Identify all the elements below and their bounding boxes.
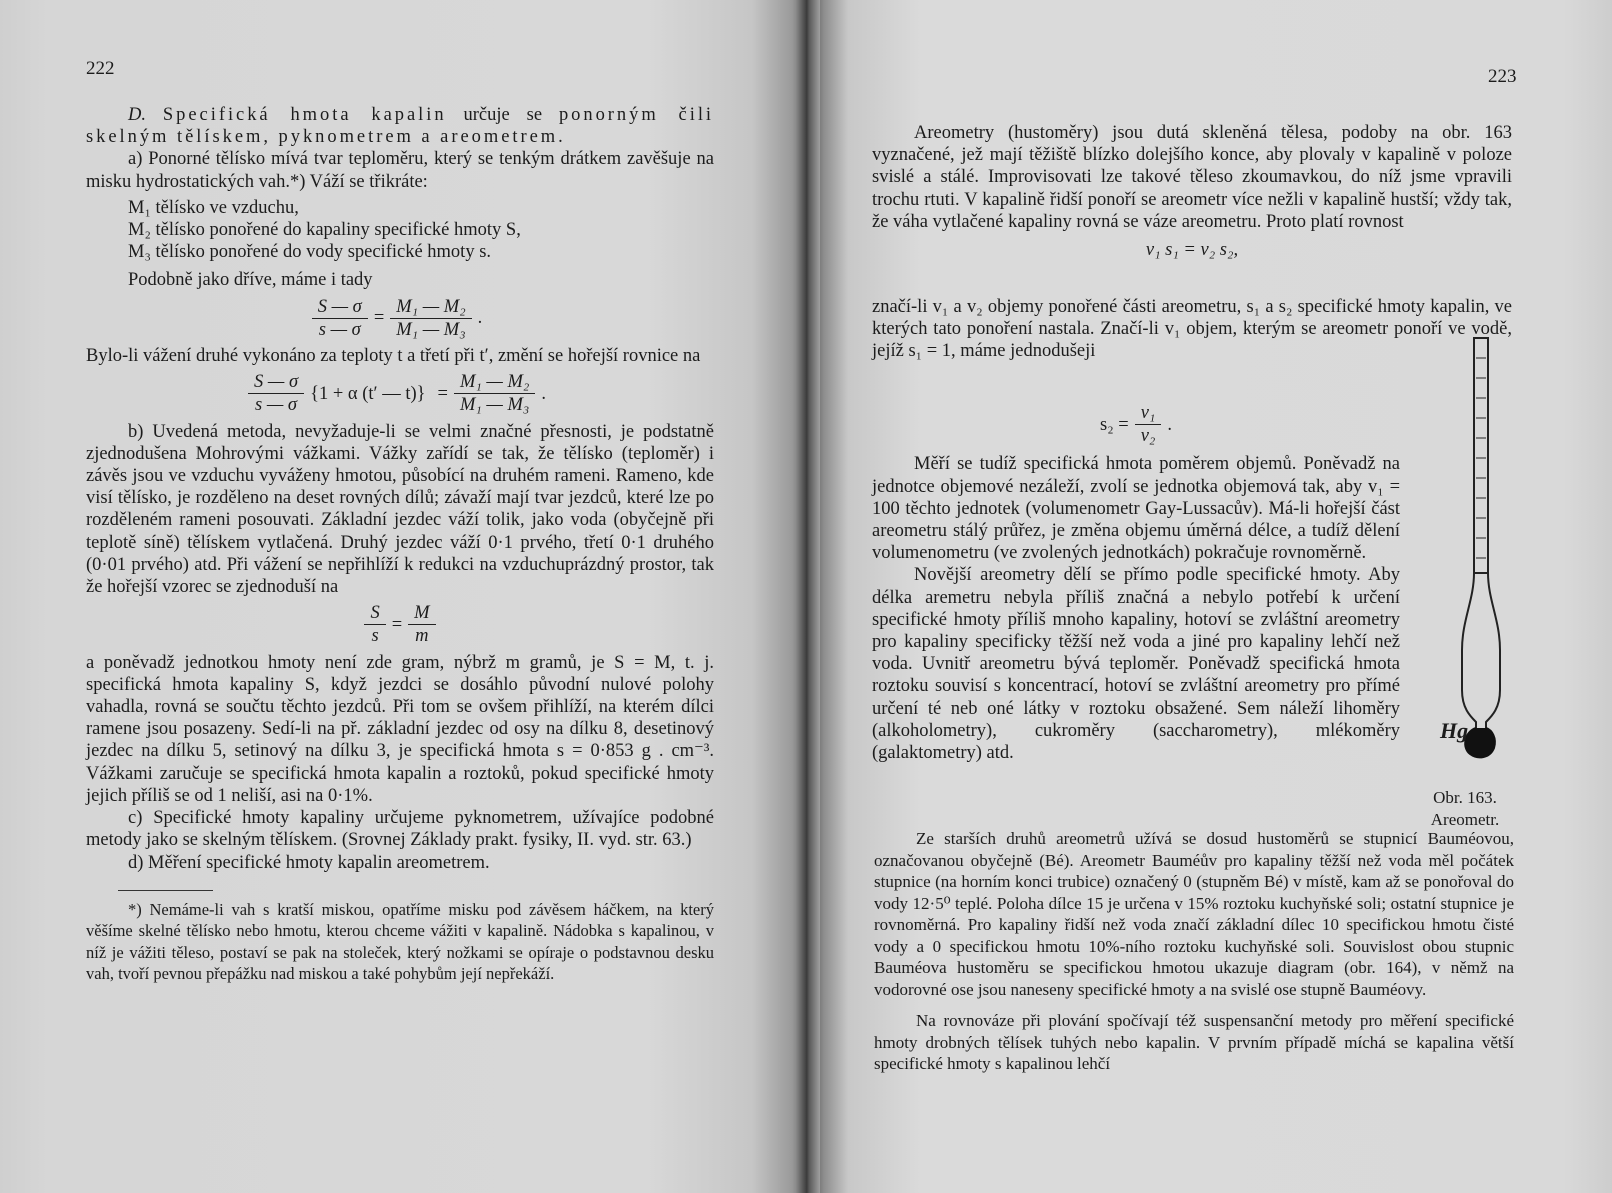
paragraph-c: c) Specifické hmoty kapaliny určujeme pyknometrem, užívajíce podobné metody jako se skelným tělískem. (Srovnej Základy prakt. fysiky, II. vyd. str. 63.) <box>86 808 714 851</box>
right-text-column-top <box>872 122 1512 267</box>
list-item: M₂ tělísko ponořené do kapaliny specifické hmoty S, <box>128 220 521 241</box>
formula-denominator: M₁ — M₃ <box>396 319 466 340</box>
book-gutter <box>796 0 820 1193</box>
para-d-spaced: Specifická hmota kapalin <box>162 105 447 125</box>
formula-numerator: M <box>408 602 435 625</box>
formula-denominator: s — σ <box>255 395 298 416</box>
paragraph-a: a) Ponorné tělísko mívá tvar teploměru, který se tenkým drátkem zavěšuje na misku hydrostatických vah.*) Váží se třikráte: <box>86 149 714 192</box>
figure-caption-title: Areometr. <box>1430 810 1500 829</box>
para-d-rest: určuje se <box>463 105 543 125</box>
page-number-right: 223 <box>1488 66 1517 87</box>
list-item: M₁ tělísko ve vzduchu, <box>128 197 299 218</box>
formula-numerator: M₁ — M₂ <box>390 296 471 319</box>
paragraph-areometry: Areometry (hustoměry) jsou dutá skleněná tělesa, podoby na obr. 163 vyznačené, jež mají těžiště blízko dolejšího konce, aby plovaly v kapalině v poloze svislé a stálé. Improvisovati lze takové těleso zkoumavkou, do níž jsme vpravili trochu rtuti. V kapalině řidší ponoří se areometr více nežli v kapalině hustší; vždy tak, že váha vytlačené kapaliny rovná se váze areometru. Proto platí rovnost <box>872 123 1512 232</box>
para-d-prefix: D. <box>128 105 146 125</box>
formula-middle: {1 + α (t′ — t)} <box>310 383 426 404</box>
formula-numerator: S — σ <box>248 371 304 394</box>
footnote-rule <box>118 890 213 891</box>
figure-caption-number: Obr. 163. <box>1433 788 1497 807</box>
formula-numerator: v₁ <box>1135 402 1162 425</box>
paragraph-podobne: Podobně jako dříve, máme i tady <box>128 270 373 291</box>
formula-denominator: s <box>371 626 379 647</box>
right-text-column-bottom <box>874 828 1514 1075</box>
formula-denominator: M₁ — M₃ <box>459 395 530 416</box>
paragraph-b: b) Uvedená metoda, nevyžaduje-li se velmi značné přesnosti, je podstatně zjednodušena Mohrovými vážkami. Vážky zařídí se tak, že tělísko (teploměr) i závěs jsou ve vzduchu vyváženy hmotou, působící na druhém rameni. Rameno, kde visí tělísko, je rozděleno na deset rovných dílů; závaží mají tvar jezdců, které lze po rozděleném rameni posouvati. Základní jezdec váží tolik, jako voda (obyčejně při teplotě síně) tělískem vytlačená. Druhý jezdec váží 0·1 prvého, třetí 0·1 druhého (0·01 prvého) atd. Při vážení se nepřihlíží k redukci na vzduchuprázdný prostor, tak že hořejší vzorec se zjednoduší na <box>86 421 714 598</box>
formula-numerator: S — σ <box>312 296 368 319</box>
formula-s2: s₂ = $\frac{\text{v₁}}{\text{v₂}}$ . <box>1100 403 1172 447</box>
paragraph-meri: Měří se tudíž specifická hmota poměrem objemů. Poněvadž na jednotce objemové nezáleží, zvolí se jednotka objemová tak, aby v₁ = 100 těchto jednotek (volumenometr Gay-Lussacův). Má-li hořejší část areometru stálý průřez, je změna objemu úměrná délce, a tudíž dělení volumenometru (ve zvolených jednotkách) pokračuje rovnoměrně. <box>872 454 1400 564</box>
paragraph-ponevadz: a poněvadž jednotkou hmoty není zde gram, nýbrž m gramů, je S = M, t. j. specifická hmota kapaliny S, když jezdci se dosáhlo původní nulové polohy vahadla, rovná se součtu těchto jezdců. Při tom se ovšem přihlíží, na kterém dílci ramene jsou posazeny. Sedí-li na př. základní jezdec od osy na dílku 8, desetinový jezdec na dílku 5, setinový na dílku 3, je specifická hmota s = 0·853 g . cm⁻³. Vážkami zaručuje se specifická hmota kapalin a roztoků, pokud specifické hmoty jejich příliš se od 1 neliší, asi na 0·1%. <box>86 652 714 806</box>
formula-denominator: s — σ <box>318 319 361 340</box>
para-d-spaced2: ponorným čili skelným tělískem, pyknometrem a areometrem. <box>86 105 715 148</box>
paragraph-rovnovaze: Na rovnováze při plování spočívají též suspensanční metody pro měření specifické hmoty drobných tělísek tuhých nebo kapalin. V prvním případě míchá se kapalina větší specifické hmoty s kapalinou lehčí <box>874 1011 1514 1073</box>
formula-v1s1: v₁ s₁ = v₂ s₂, <box>1145 240 1239 261</box>
paragraph-d-areometr: d) Měření specifické hmoty kapalin areometrem. <box>128 852 490 873</box>
paragraph-znaci: značí-li v₁ a v₂ objemy ponořené části areometru, s₁ a s₂ specifické hmoty kapalin, ve kterých tato ponoření nastala. Značí-li v₁ objem, kterým se areometr ponoří ve vodě, jejíž s₁ = 1, máme jednodušeji <box>872 297 1512 362</box>
list-item: M₃ tělísko ponořené do vody specifické hmoty s. <box>128 242 492 263</box>
paragraph-bylo: Bylo-li vážení druhé vykonáno za teploty t a třetí při t′, změní se hořejší rovnice na <box>86 346 701 367</box>
mercury-label: Hg <box>1440 718 1469 743</box>
paragraph-baume: Ze starších druhů areometrů užívá se dosud hustoměrů se stupnicí Bauméovou, označovanou obyčejně (Bé). Areometr Bauméův pro kapaliny těžší než voda měl počátek stupnice (na horním konci trubice) označený 0 (stupněm Bé) v místě, kam až se ponořoval do vody 12·5⁰ teplé. Poloha dílce 15 je určena v 15% roztoku kuchyňské soli; ostatní stupnice je rovnoměrná. Pro kapaliny řidší než voda značí základní dílec 10 specifickou hmotu čisté vody a 0 specifickou hmotu 10%-ního roztoku kuchyňské soli. Souvislost obou stupnic Bauméova hustoměru se specifickou hmotou ukazuje diagram (obr. 164), v němž na vodorovné ose jsou naneseny specifické hmoty a na svislé ose stupně Bauméovy. <box>874 829 1514 999</box>
formula-3: $\frac{S}{s}$ = $\frac{M}{m}$ <box>86 602 714 647</box>
formula-1: $\frac{S — \sigma}{s — \sigma}$ = $\frac{\text{M₁ — M₂}}{\text{M₁ — M₃}}$ . <box>86 296 714 341</box>
formula-denominator: m <box>415 626 429 647</box>
formula-numerator: S <box>364 602 385 625</box>
left-text-column <box>86 104 714 985</box>
formula-numerator: M₁ — M₂ <box>454 371 535 394</box>
formula-left: s₂ = <box>1100 414 1129 435</box>
footnote: *) Nemáme-li vah s kratší miskou, opatříme misku pod závěsem háčkem, na který věšíme skelné tělísko nebo hmotu, kterou chceme vážiti v kapalině. Nádobka s kapalinou, v níž je vážiti těleso, postaví se pak na stoleček, který nožkami se opíraje o podstavnou desku vah, tvoří pevnou přepážku nad miskou a také pohybům její nepřekáží. <box>86 899 714 984</box>
page-number-left: 222 <box>86 58 115 79</box>
formula-denominator: v₂ <box>1140 426 1156 447</box>
formula-2: $\frac{S — \sigma}{s — \sigma}$ {1 + α (t′ — t)} = $\frac{\text{M₁ — M₂}}{\text{M₁ — M₃}}$ . <box>86 371 714 416</box>
right-text-column-narrow <box>872 398 1400 764</box>
paragraph-novejsi: Novější areometry dělí se přímo podle specifické hmoty. Aby délka aremetru nebyla příliš značná a nebylo potřebí k určení specifické hmoty příliš mnoho kapaliny, hotoví se zvláštní areometry pro kapaliny specificky těžší než voda a jiné pro kapaliny lehčí než voda. Uvnitř areometru bývá teploměr. Poněvadž specifická hmota roztoku souvisí s koncentrací, hotoví se zvláštní areometry pro přímé určení té neb oné látky v roztoku obsažené. Sem náleží lihoměry (alkoholometry), cukroměry (saccharometry), mlékoměry (galaktometry) atd. <box>872 565 1400 764</box>
paragraph-d <box>86 104 714 148</box>
